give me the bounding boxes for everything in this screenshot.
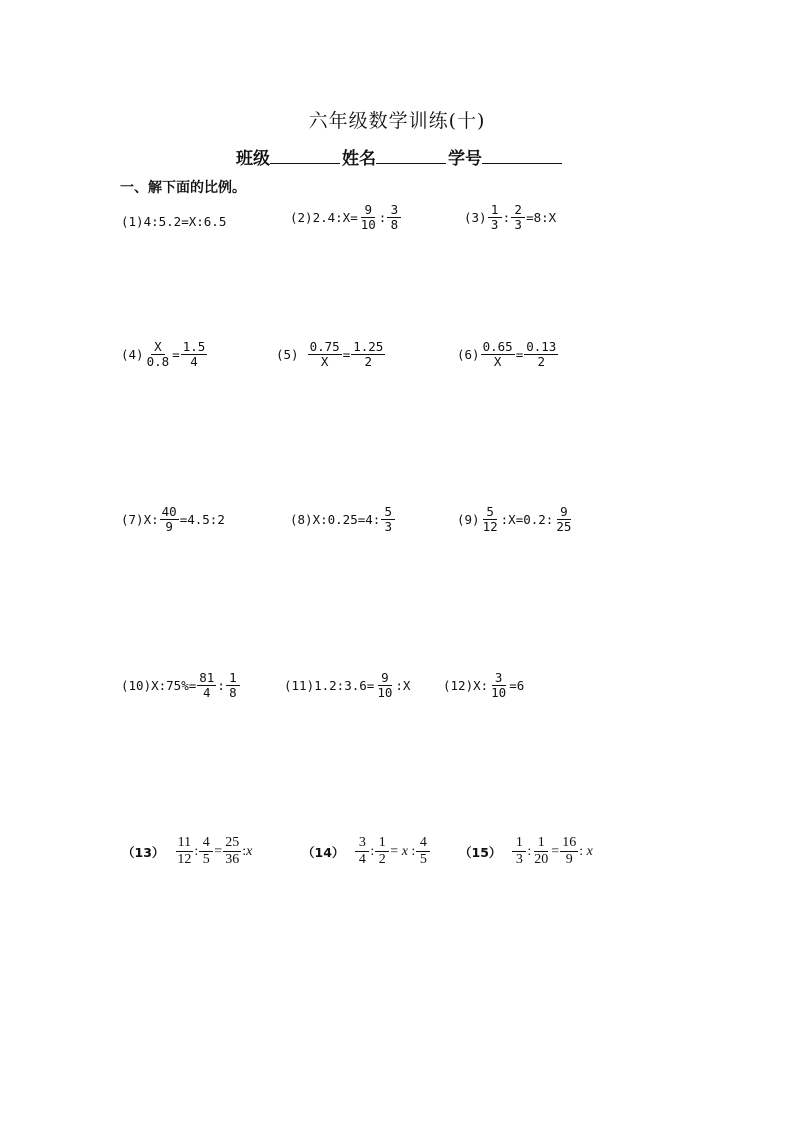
denominator: 8 [229,685,237,701]
numerator: 81 [199,670,215,685]
worksheet-title: 六年级数学训练(十) [308,110,486,132]
numerator: 9 [557,505,571,520]
problem-14-fraction-1 [355,835,369,868]
problem-13 [122,835,252,868]
denominator: 9 [565,852,573,868]
problem-6-equals: = [515,347,524,363]
numerator: 1 [375,835,389,852]
numerator: 1 [512,835,526,852]
numerator: 9 [378,671,392,686]
numerator: 1.25 [353,339,384,354]
problem-15-fraction-1 [512,835,526,868]
problem-14-label: （14） [302,844,345,860]
denominator: 2 [364,354,373,370]
problem-13-label: （13） [122,844,165,860]
problem-12-tail: =6 [509,678,525,694]
numerator: 5 [381,505,395,520]
denominator: 9 [165,519,173,535]
problem-5-equals: = [342,347,351,363]
denominator: 3 [514,217,522,233]
numerator: 1.5 [182,339,206,354]
numerator: 25 [223,835,241,852]
problem-14-fraction-2 [375,835,389,868]
denominator: 25 [556,519,572,535]
problem-15-fraction-2 [532,835,550,868]
problem-11 [284,671,410,701]
denominator: 36 [225,852,240,868]
denominator: 12 [177,852,192,868]
problem-15-colon: : [527,843,532,859]
problem-12-lead: (12)X: [443,678,489,694]
numerator: 11 [176,835,193,852]
problem-15-colon-2: : [579,843,587,859]
problem-2 [290,203,402,233]
problem-15-equals: = [551,843,560,859]
problem-9-fraction-2 [554,505,573,535]
number-label: 学号 [448,149,482,169]
denominator: 2 [378,852,386,868]
problem-1 [121,214,226,229]
denominator: X [320,354,329,370]
problem-4-fraction-2 [181,340,208,370]
problem-8 [290,505,396,535]
problem-6-fraction-1 [481,340,515,370]
problem-13-equals: = [214,843,223,859]
denominator: 3 [384,519,393,535]
denominator: 3 [490,217,499,233]
problem-11-lead: (11)1.2:3.6= [284,678,375,694]
numerator: 40 [161,504,177,519]
problem-9-fraction-1 [481,505,500,535]
problem-3-tail: =8:X [526,210,557,226]
name-label: 姓名 [342,149,376,169]
problem-5-fraction-2 [351,340,385,370]
numerator: 3 [355,835,369,852]
problem-6-lead: (6) [457,347,480,363]
denominator: 5 [419,852,427,868]
numerator: 0.75 [309,339,340,354]
problem-14-variable: x [401,843,408,859]
numerator: 5 [483,505,497,520]
denominator: 10 [491,685,507,701]
problem-7-tail: =4.5:2 [179,512,225,528]
numerator: 1 [534,835,548,852]
problem-3-fraction-2 [511,203,525,233]
problem-9 [457,505,574,535]
denominator: X [493,354,502,370]
problem-4-equals: = [172,347,180,363]
numerator: 16 [560,835,578,852]
problem-12-fraction-1 [489,671,508,701]
denominator: 20 [534,852,549,868]
denominator: 0.8 [146,354,170,370]
denominator: 5 [202,852,210,868]
problem-1-text: (1)4:5.2=X:6.5 [121,214,227,229]
problem-3-lead: (3) [464,210,487,226]
numerator: 1 [488,203,502,218]
class-label: 班级 [236,149,270,169]
problem-11-tail: :X [395,678,411,694]
numerator: 4 [416,835,430,852]
problem-7 [121,505,225,535]
problem-10 [121,671,241,701]
problem-14-colon-2: : [407,843,416,859]
problem-9-lead: (9) [457,512,480,528]
problem-13-fraction-1 [175,835,193,868]
denominator: 2 [537,354,546,370]
numerator: 0.13 [526,339,557,354]
problem-14 [302,835,431,868]
problem-12 [443,671,524,701]
denominator: 8 [390,217,399,233]
problem-3-colon: : [502,210,511,226]
problem-13-fraction-2 [199,835,213,868]
problem-6-fraction-2 [524,340,558,370]
problem-4 [121,340,208,370]
name-blank[interactable] [376,147,446,164]
numerator: 0.65 [482,339,513,354]
problem-14-fraction-3 [416,835,430,868]
denominator: 10 [360,217,376,233]
problem-3-fraction-1 [488,203,502,233]
class-blank[interactable] [270,147,340,164]
problem-15-variable: x [586,843,593,859]
numerator: 3 [492,671,506,686]
problem-9-middle: :X=0.2: [500,512,554,528]
denominator: 3 [515,852,523,868]
problem-10-colon: : [217,678,225,694]
problem-7-fraction-1 [160,505,179,535]
problem-10-lead: (10)X:75%= [121,678,197,694]
problem-3 [464,203,556,233]
section-heading: 一、解下面的比例。 [120,180,246,196]
problem-15-fraction-3 [560,835,578,868]
problem-10-fraction-1 [197,671,216,701]
denominator: 4 [203,685,211,701]
problem-15-label: （15） [459,844,502,860]
numerator: 9 [361,203,375,218]
problem-13-variable: x [246,843,253,859]
denominator: 4 [190,354,198,370]
problem-14-colon: : [370,843,375,859]
problem-4-lead: (4) [121,347,144,363]
problem-13-fraction-3 [223,835,241,868]
student-info-line [236,144,564,169]
problem-13-colon: : [194,843,199,859]
denominator: 4 [358,852,366,868]
denominator: 10 [377,685,393,701]
problem-2-fraction-2 [387,203,401,233]
problem-5-lead: (5) [276,347,299,363]
problem-4-fraction-1 [145,340,172,370]
number-blank[interactable] [482,147,562,164]
problem-10-fraction-2 [226,671,240,701]
numerator: 2 [511,203,525,218]
problem-6 [457,340,559,370]
problem-8-fraction-1 [381,505,395,535]
denominator: 12 [482,519,498,535]
numerator: 3 [387,203,401,218]
problem-7-lead: (7)X: [121,512,159,528]
problem-13-colon-2: : [242,843,247,859]
numerator: X [151,340,165,355]
numerator: 4 [199,835,213,852]
numerator: 1 [226,671,240,686]
problem-8-lead: (8)X:0.25=4: [290,512,381,528]
problem-15 [459,835,593,868]
problem-5 [276,340,386,370]
problem-2-fraction-1 [359,203,378,233]
problem-2-lead: (2)2.4:X= [290,210,358,226]
problem-5-fraction-1 [308,340,342,370]
problem-11-fraction-1 [375,671,394,701]
problem-2-colon: : [378,210,387,226]
problem-14-equals: = [390,843,402,859]
